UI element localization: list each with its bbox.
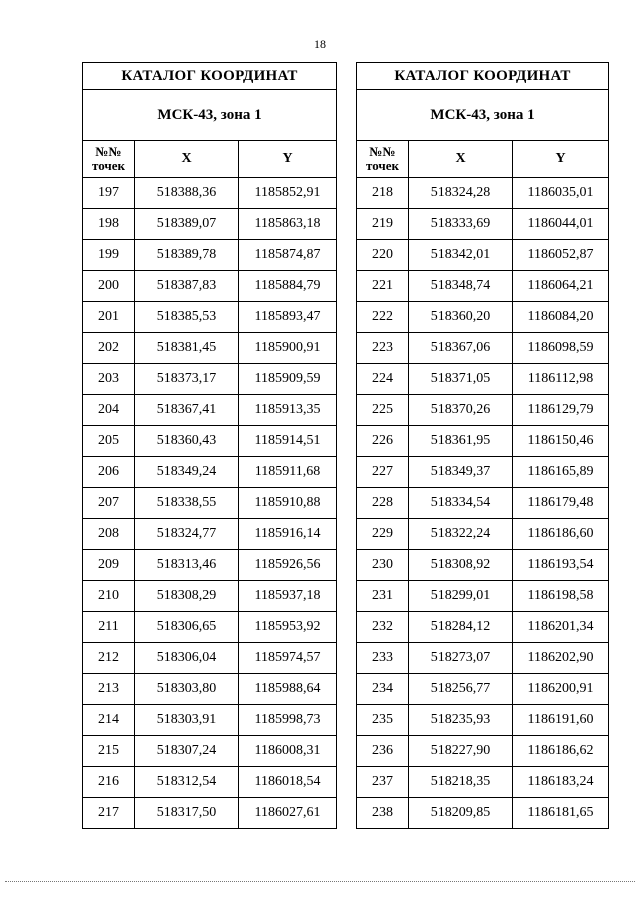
y-coordinate-cell: 1185863,18 (239, 209, 337, 240)
y-coordinate-cell: 1186165,89 (513, 457, 609, 488)
table-row (83, 488, 337, 519)
column-header-x: X (409, 141, 513, 178)
x-coordinate-cell: 518342,01 (409, 240, 513, 271)
y-coordinate-cell: 1186201,34 (513, 612, 609, 643)
coordinate-catalog-table-left (82, 62, 337, 829)
table-row (357, 302, 609, 333)
point-number-cell: 228 (357, 488, 409, 519)
x-coordinate-cell: 518361,95 (409, 426, 513, 457)
y-coordinate-cell: 1185988,64 (239, 674, 337, 705)
coordinate-system-label: МСК-43, зона 1 (357, 90, 609, 141)
table-row (357, 798, 609, 829)
y-coordinate-cell: 1186098,59 (513, 333, 609, 364)
table-row (357, 240, 609, 271)
y-coordinate-cell: 1185893,47 (239, 302, 337, 333)
y-coordinate-cell: 1185916,14 (239, 519, 337, 550)
footer-divider (5, 881, 635, 882)
x-coordinate-cell: 518370,26 (409, 395, 513, 426)
table-row (83, 674, 337, 705)
table-row (357, 705, 609, 736)
x-coordinate-cell: 518324,77 (135, 519, 239, 550)
point-number-cell: 203 (83, 364, 135, 395)
y-coordinate-cell: 1186018,54 (239, 767, 337, 798)
point-number-cell: 217 (83, 798, 135, 829)
x-coordinate-cell: 518235,93 (409, 705, 513, 736)
table-row (83, 705, 337, 736)
table-row (357, 643, 609, 674)
column-header-y: Y (513, 141, 609, 178)
x-coordinate-cell: 518389,78 (135, 240, 239, 271)
column-header-y: Y (239, 141, 337, 178)
x-coordinate-cell: 518227,90 (409, 736, 513, 767)
x-coordinate-cell: 518317,50 (135, 798, 239, 829)
table-row (357, 581, 609, 612)
point-number-cell: 212 (83, 643, 135, 674)
table-row (357, 612, 609, 643)
y-coordinate-cell: 1186084,20 (513, 302, 609, 333)
y-coordinate-cell: 1185852,91 (239, 178, 337, 209)
y-coordinate-cell: 1185900,91 (239, 333, 337, 364)
y-coordinate-cell: 1186200,91 (513, 674, 609, 705)
x-coordinate-cell: 518334,54 (409, 488, 513, 519)
point-number-cell: 229 (357, 519, 409, 550)
x-coordinate-cell: 518218,35 (409, 767, 513, 798)
point-number-cell: 222 (357, 302, 409, 333)
x-coordinate-cell: 518284,12 (409, 612, 513, 643)
y-coordinate-cell: 1186198,58 (513, 581, 609, 612)
x-coordinate-cell: 518388,36 (135, 178, 239, 209)
point-number-cell: 219 (357, 209, 409, 240)
y-coordinate-cell: 1186112,98 (513, 364, 609, 395)
point-number-cell: 205 (83, 426, 135, 457)
table-row (83, 240, 337, 271)
table-row (83, 612, 337, 643)
x-coordinate-cell: 518360,20 (409, 302, 513, 333)
y-coordinate-cell: 1185910,88 (239, 488, 337, 519)
y-coordinate-cell: 1185937,18 (239, 581, 337, 612)
point-number-cell: 232 (357, 612, 409, 643)
y-coordinate-cell: 1185911,68 (239, 457, 337, 488)
point-number-cell: 234 (357, 674, 409, 705)
point-number-cell: 235 (357, 705, 409, 736)
point-number-cell: 226 (357, 426, 409, 457)
x-coordinate-cell: 518349,37 (409, 457, 513, 488)
table-row (83, 457, 337, 488)
point-number-cell: 211 (83, 612, 135, 643)
point-number-cell: 231 (357, 581, 409, 612)
y-coordinate-cell: 1185953,92 (239, 612, 337, 643)
table-row (357, 333, 609, 364)
point-number-cell: 198 (83, 209, 135, 240)
point-number-cell: 233 (357, 643, 409, 674)
table-row (357, 550, 609, 581)
table-row (83, 767, 337, 798)
y-coordinate-cell: 1185913,35 (239, 395, 337, 426)
y-coordinate-cell: 1186181,65 (513, 798, 609, 829)
y-coordinate-cell: 1186193,54 (513, 550, 609, 581)
y-coordinate-cell: 1186183,24 (513, 767, 609, 798)
x-coordinate-cell: 518324,28 (409, 178, 513, 209)
x-coordinate-cell: 518308,92 (409, 550, 513, 581)
x-coordinate-cell: 518360,43 (135, 426, 239, 457)
table-row (357, 209, 609, 240)
x-coordinate-cell: 518256,77 (409, 674, 513, 705)
point-number-cell: 225 (357, 395, 409, 426)
x-coordinate-cell: 518367,06 (409, 333, 513, 364)
table-row (357, 767, 609, 798)
table-row (83, 271, 337, 302)
point-number-cell: 215 (83, 736, 135, 767)
y-coordinate-cell: 1186008,31 (239, 736, 337, 767)
x-coordinate-cell: 518389,07 (135, 209, 239, 240)
point-number-cell: 207 (83, 488, 135, 519)
point-number-cell: 216 (83, 767, 135, 798)
y-coordinate-cell: 1186186,60 (513, 519, 609, 550)
point-number-cell: 209 (83, 550, 135, 581)
point-number-cell: 230 (357, 550, 409, 581)
x-coordinate-cell: 518387,83 (135, 271, 239, 302)
x-coordinate-cell: 518308,29 (135, 581, 239, 612)
y-coordinate-cell: 1186064,21 (513, 271, 609, 302)
point-number-cell: 199 (83, 240, 135, 271)
x-coordinate-cell: 518338,55 (135, 488, 239, 519)
x-coordinate-cell: 518299,01 (409, 581, 513, 612)
y-coordinate-cell: 1186129,79 (513, 395, 609, 426)
table-row (83, 550, 337, 581)
table-row (83, 736, 337, 767)
x-coordinate-cell: 518306,65 (135, 612, 239, 643)
y-coordinate-cell: 1186027,61 (239, 798, 337, 829)
x-coordinate-cell: 518312,54 (135, 767, 239, 798)
point-number-cell: 227 (357, 457, 409, 488)
x-coordinate-cell: 518381,45 (135, 333, 239, 364)
x-coordinate-cell: 518349,24 (135, 457, 239, 488)
catalog-title: КАТАЛОГ КООРДИНАТ (357, 63, 609, 90)
point-number-cell: 214 (83, 705, 135, 736)
point-number-cell: 208 (83, 519, 135, 550)
point-number-cell: 200 (83, 271, 135, 302)
table-row (357, 519, 609, 550)
x-coordinate-cell: 518371,05 (409, 364, 513, 395)
point-number-cell: 197 (83, 178, 135, 209)
x-coordinate-cell: 518209,85 (409, 798, 513, 829)
x-coordinate-cell: 518303,91 (135, 705, 239, 736)
table-body (357, 178, 609, 829)
y-coordinate-cell: 1185974,57 (239, 643, 337, 674)
table-body (83, 178, 337, 829)
point-number-cell: 224 (357, 364, 409, 395)
table-row (83, 333, 337, 364)
y-coordinate-cell: 1186035,01 (513, 178, 609, 209)
table-row (83, 364, 337, 395)
point-number-cell: 236 (357, 736, 409, 767)
x-coordinate-cell: 518273,07 (409, 643, 513, 674)
y-coordinate-cell: 1186150,46 (513, 426, 609, 457)
x-coordinate-cell: 518313,46 (135, 550, 239, 581)
x-coordinate-cell: 518303,80 (135, 674, 239, 705)
table-row (83, 209, 337, 240)
point-number-cell: 202 (83, 333, 135, 364)
column-header-x: X (135, 141, 239, 178)
y-coordinate-cell: 1185909,59 (239, 364, 337, 395)
x-coordinate-cell: 518333,69 (409, 209, 513, 240)
x-coordinate-cell: 518373,17 (135, 364, 239, 395)
y-coordinate-cell: 1185914,51 (239, 426, 337, 457)
x-coordinate-cell: 518306,04 (135, 643, 239, 674)
table-row (357, 674, 609, 705)
table-row (357, 488, 609, 519)
y-coordinate-cell: 1185874,87 (239, 240, 337, 271)
catalog-title: КАТАЛОГ КООРДИНАТ (83, 63, 337, 90)
point-number-cell: 201 (83, 302, 135, 333)
y-coordinate-cell: 1186179,48 (513, 488, 609, 519)
table-row (357, 457, 609, 488)
point-number-cell: 204 (83, 395, 135, 426)
y-coordinate-cell: 1186052,87 (513, 240, 609, 271)
coordinate-system-label: МСК-43, зона 1 (83, 90, 337, 141)
table-row (357, 271, 609, 302)
table-row (357, 178, 609, 209)
column-header-point-number: №№ точек (83, 141, 135, 178)
column-header-point-number: №№ точек (357, 141, 409, 178)
x-coordinate-cell: 518367,41 (135, 395, 239, 426)
y-coordinate-cell: 1185926,56 (239, 550, 337, 581)
y-coordinate-cell: 1186191,60 (513, 705, 609, 736)
x-coordinate-cell: 518322,24 (409, 519, 513, 550)
point-number-cell: 221 (357, 271, 409, 302)
y-coordinate-cell: 1186044,01 (513, 209, 609, 240)
point-number-cell: 213 (83, 674, 135, 705)
table-row (83, 426, 337, 457)
y-coordinate-cell: 1186186,62 (513, 736, 609, 767)
point-number-cell: 223 (357, 333, 409, 364)
point-number-cell: 206 (83, 457, 135, 488)
table-row (357, 395, 609, 426)
table-row (83, 519, 337, 550)
table-row (83, 643, 337, 674)
table-row (357, 736, 609, 767)
x-coordinate-cell: 518385,53 (135, 302, 239, 333)
table-row (83, 581, 337, 612)
y-coordinate-cell: 1186202,90 (513, 643, 609, 674)
point-number-cell: 238 (357, 798, 409, 829)
page-number: 18 (314, 37, 326, 51)
x-coordinate-cell: 518307,24 (135, 736, 239, 767)
point-number-cell: 220 (357, 240, 409, 271)
point-number-cell: 210 (83, 581, 135, 612)
y-coordinate-cell: 1185884,79 (239, 271, 337, 302)
table-row (357, 426, 609, 457)
point-number-cell: 218 (357, 178, 409, 209)
table-row (357, 364, 609, 395)
table-row (83, 798, 337, 829)
table-row (83, 395, 337, 426)
table-row (83, 302, 337, 333)
y-coordinate-cell: 1185998,73 (239, 705, 337, 736)
x-coordinate-cell: 518348,74 (409, 271, 513, 302)
point-number-cell: 237 (357, 767, 409, 798)
table-row (83, 178, 337, 209)
coordinate-catalog-table-right (356, 62, 609, 829)
